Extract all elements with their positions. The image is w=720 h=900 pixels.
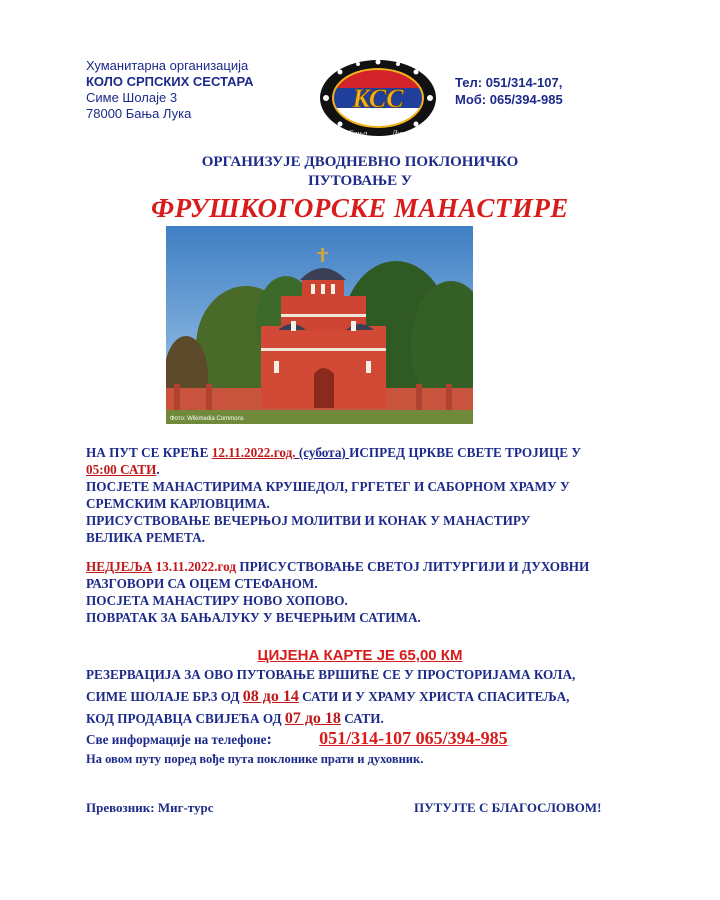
- day1-period: .: [156, 462, 160, 477]
- organization-name: КОЛО СРПСКИХ СЕСТАРА: [86, 74, 254, 89]
- guide-note: На овом путу поред вође пута поклонике прати и духовник.: [86, 752, 424, 766]
- reservation-line-2: [86, 686, 646, 708]
- reservation-address: СИМЕ ШОЛАЈЕ БР.3 ОД: [86, 689, 243, 704]
- reservation-church: САТИ И У ХРАМУ ХРИСТА СПАСИТЕЉА,: [298, 689, 570, 704]
- reservation-candle-seller: КОД ПРОДАВЦА СВИЈЕЋА ОД: [86, 711, 285, 726]
- reservation-block: [86, 664, 646, 730]
- info-colon: :: [266, 731, 272, 748]
- reservation-hours-suffix: САТИ.: [340, 711, 384, 726]
- blessing: ПУТУЈТЕ С БЛАГОСЛОВОМ!: [414, 800, 602, 815]
- reservation-line-3: [86, 708, 646, 730]
- day1-prayer-line-2: ВЕЛИКА РЕМЕТА.: [86, 530, 205, 545]
- day1-time-line: [86, 461, 646, 478]
- logo-letters: КСС: [352, 84, 404, 113]
- contact-mob: Моб: 065/394-985: [455, 92, 563, 107]
- monastery-photo: [166, 226, 473, 424]
- day1-departure-line: [86, 444, 646, 461]
- day1-date: 12.11.2022.год.: [211, 445, 296, 460]
- contact-block: [455, 74, 563, 108]
- day1-visit-line-2: СРЕМСКИМ КАРЛОВЦИМА.: [86, 496, 270, 511]
- day2-block: [86, 558, 646, 626]
- day2-date: 13.11.2022.год: [152, 559, 237, 574]
- kss-logo: [318, 58, 438, 140]
- day2-line-2: РАЗГОВОРИ СА ОЦЕМ СТЕФАНОМ.: [86, 576, 318, 591]
- day1-departure-text: НА ПУТ СЕ КРЕЋЕ: [86, 445, 212, 460]
- day1-place: ИСПРЕД ЦРКВЕ СВЕТЕ ТРОЈИЦЕ У: [349, 445, 582, 460]
- organization-city: 78000 Бања Лука: [86, 106, 192, 121]
- photo-credit: Фото: Wikimedia Commons: [170, 416, 244, 422]
- heading-line-2: ПУТОВАЊЕ У: [308, 173, 412, 189]
- heading-line-1: ОРГАНИЗУЈЕ ДВОДНЕВНО ПОКЛОНИЧКО: [201, 154, 519, 170]
- day1-prayer-line-1: ПРИСУСТВОВАЊЕ ВЕЧЕРЊОЈ МОЛИТВИ И КОНАК У МАНАСТИРУ: [86, 513, 531, 528]
- day2-weekday: НЕДЈЕЉА: [86, 559, 153, 574]
- logo-emblem-icon: [318, 58, 438, 140]
- day2-line-1: [86, 558, 646, 575]
- day2-liturgy: ПРИСУСТВОВАЊЕ СВЕТОЈ ЛИТУРГИЈИ И ДУХОВНИ: [236, 559, 590, 574]
- day1-block: [86, 444, 646, 546]
- organization-block: [86, 58, 253, 122]
- organization-type: Хуманитарна организација: [86, 58, 249, 73]
- reservation-hours-office: 08 до 14: [242, 688, 299, 705]
- organization-street: Симе Шолаје 3: [86, 90, 178, 105]
- info-label: Све информације на телефоне: [86, 732, 267, 747]
- contact-tel: Тел: 051/314-107,: [455, 75, 563, 90]
- day2-line-4: ПОВРАТАК ЗА БАЊАЛУКУ У ВЕЧЕРЊИМ САТИМА.: [86, 610, 421, 625]
- info-phones-line: [86, 728, 508, 749]
- info-phone-numbers: 051/314-107 065/394-985: [319, 728, 508, 748]
- reservation-hours-church: 07 до 18: [284, 710, 341, 727]
- page-title: ФРУШКОГОРСКЕ МАНАСТИРЕ: [151, 193, 569, 223]
- day1-weekday: (субота): [295, 445, 350, 460]
- day2-line-3: ПОСЈЕТА МАНАСТИРУ НОВО ХОПОВО.: [86, 593, 348, 608]
- reservation-line-1: РЕЗЕРВАЦИЈА ЗА ОВО ПУТОВАЊЕ ВРШИЋЕ СЕ У ПРОСТОРИЈАМА КОЛА,: [86, 667, 576, 682]
- logo-caption-right: Лука: [391, 129, 409, 138]
- day1-time: 05:00 САТИ: [86, 462, 157, 477]
- carrier: Превозник: Миг-турс: [86, 800, 214, 815]
- day1-visit-line-1: ПОСЈЕТЕ МАНАСТИРИМА КРУШЕДОЛ, ГРГЕТЕГ И САБОРНОМ ХРАМУ У: [86, 479, 570, 494]
- logo-caption-left: Бања: [348, 129, 368, 138]
- ticket-price: ЦИЈЕНА КАРТЕ ЈЕ 65,00 КМ: [257, 647, 463, 664]
